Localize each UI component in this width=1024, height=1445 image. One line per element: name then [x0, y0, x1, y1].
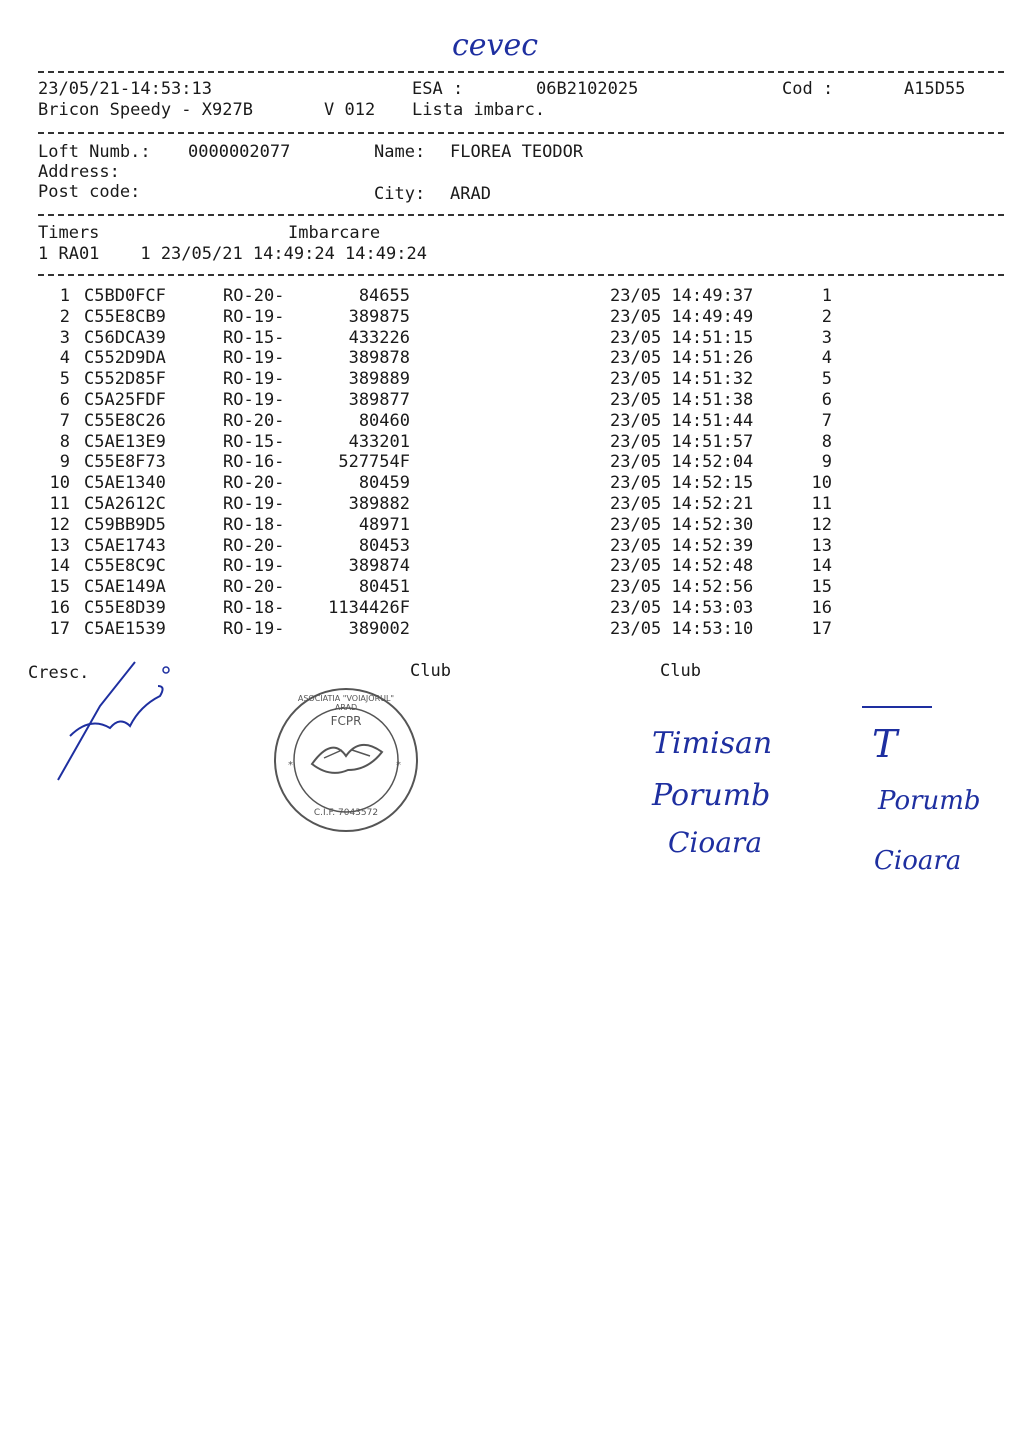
row-index: 13: [49, 535, 70, 556]
club-label-1: Club: [410, 661, 451, 681]
ring-prefix: RO-16-: [223, 452, 285, 473]
position: 1: [821, 286, 832, 306]
row-index: 17: [49, 618, 70, 639]
ring-prefix: RO-20-: [223, 286, 285, 306]
row-index: 14: [49, 556, 70, 577]
ring-prefix: RO-19-: [223, 556, 285, 577]
city-value: ARAD: [450, 184, 491, 204]
chip-code: C59BB9D5: [84, 514, 166, 535]
chip-code: C56DCA39: [84, 327, 166, 348]
ring-prefix: RO-19-: [223, 390, 285, 410]
table-row: [0, 515, 1024, 536]
ring-number: 48971: [358, 514, 410, 535]
position: 13: [811, 535, 832, 556]
ring-prefix: RO-20-: [223, 410, 285, 431]
handwritten-name-2: Porumb: [652, 778, 771, 813]
ring-prefix: RO-19-: [223, 369, 285, 390]
row-index: 7: [59, 410, 70, 431]
stamp-mid-text: FCPR: [330, 714, 362, 728]
city-label: City:: [374, 184, 426, 204]
position: 3: [821, 327, 832, 348]
chip-code: C55E8F73: [84, 452, 166, 473]
timers-line: 1 RA01 1 23/05/21 14:49:24 14:49:24: [38, 244, 427, 264]
position: 11: [811, 494, 832, 514]
arrival-datetime: 23/05 14:52:48: [610, 556, 754, 577]
chip-code: C5AE1340: [84, 473, 166, 494]
table-row: [0, 348, 1024, 369]
arrival-datetime: 23/05 14:52:04: [610, 452, 754, 473]
chip-code: C5A25FDF: [84, 390, 166, 410]
handwritten-name-1: Timisan: [652, 726, 773, 761]
arrival-datetime: 23/05 14:53:03: [610, 598, 754, 618]
position: 6: [821, 390, 832, 410]
name-value: FLOREA TEODOR: [450, 142, 584, 162]
row-index: 2: [59, 306, 70, 327]
table-row: [0, 411, 1024, 432]
ring-prefix: RO-18-: [223, 514, 285, 535]
chip-code: C5A2612C: [84, 494, 166, 514]
arrival-datetime: 23/05 14:52:56: [610, 577, 754, 598]
handwritten-short-2: Porumb: [878, 786, 981, 816]
divider: [38, 71, 1004, 73]
position: 17: [811, 618, 832, 639]
chip-code: C5AE13E9: [84, 431, 166, 452]
handwritten-short-3: Cioara: [874, 846, 962, 876]
chip-code: C5AE1743: [84, 535, 166, 556]
arrival-datetime: 23/05 14:52:39: [610, 535, 754, 556]
arrival-datetime: 23/05 14:51:38: [610, 390, 754, 410]
chip-code: C552D9DA: [84, 348, 166, 369]
pigeon-list: [0, 286, 1024, 646]
ring-prefix: RO-15-: [223, 431, 285, 452]
arrival-datetime: 23/05 14:51:44: [610, 410, 754, 431]
row-index: 3: [59, 327, 70, 348]
table-row: [0, 536, 1024, 557]
ring-prefix: RO-19-: [223, 348, 285, 369]
loft-value: 0000002077: [188, 142, 291, 162]
table-row: [0, 432, 1024, 453]
ring-number: 80460: [358, 410, 410, 431]
table-row: [0, 307, 1024, 328]
arrival-datetime: 23/05 14:49:49: [610, 306, 754, 327]
ring-number: 84655: [358, 286, 410, 306]
table-row: [0, 328, 1024, 349]
chip-code: C55E8C26: [84, 410, 166, 431]
position: 9: [821, 452, 832, 473]
ring-prefix: RO-19-: [223, 306, 285, 327]
row-index: 6: [59, 390, 70, 410]
club-stamp: [272, 686, 420, 834]
stamp-bottom-text: C.I.F. 7043572: [313, 808, 379, 818]
chip-code: C5AE149A: [84, 577, 166, 598]
position: 14: [811, 556, 832, 577]
ring-number: 389882: [348, 494, 410, 514]
ring-number: 389874: [348, 556, 410, 577]
position: 2: [821, 306, 832, 327]
divider: [38, 214, 1004, 216]
divider: [38, 274, 1004, 276]
divider: [38, 132, 1004, 134]
list-title: Lista imbarc.: [412, 100, 546, 120]
ring-prefix: RO-20-: [223, 535, 285, 556]
ring-number: 527754F: [338, 452, 410, 473]
handwritten-short-1: T: [872, 722, 898, 766]
position: 10: [811, 473, 832, 494]
device-name: Bricon Speedy - X927B: [38, 100, 253, 120]
position: 5: [821, 369, 832, 390]
signature: [40, 656, 190, 786]
position: 16: [811, 598, 832, 618]
name-label: Name:: [374, 142, 426, 162]
ring-number: 389875: [348, 306, 410, 327]
chip-code: C552D85F: [84, 369, 166, 390]
stamp-top-text: ASOCIATIA "VOIAJORUL" ARAD: [297, 694, 395, 712]
ring-prefix: RO-19-: [223, 494, 285, 514]
ring-prefix: RO-20-: [223, 577, 285, 598]
postcode-label: Post code:: [38, 182, 141, 202]
table-row: [0, 286, 1024, 307]
table-row: [0, 556, 1024, 577]
arrival-datetime: 23/05 14:53:10: [610, 618, 754, 639]
cod-value: A15D55: [904, 79, 966, 99]
handwritten-top-note: cevec: [452, 28, 539, 63]
table-row: [0, 473, 1024, 494]
ring-number: 389002: [348, 618, 410, 639]
version: V 012: [324, 100, 376, 120]
cresc-label: Cresc.: [28, 663, 90, 683]
table-row: [0, 494, 1024, 515]
position: 15: [811, 577, 832, 598]
position: 8: [821, 431, 832, 452]
table-row: [0, 619, 1024, 640]
table-row: [0, 452, 1024, 473]
ring-number: 389878: [348, 348, 410, 369]
chip-code: C55E8C9C: [84, 556, 166, 577]
position: 4: [821, 348, 832, 369]
arrival-datetime: 23/05 14:52:21: [610, 494, 754, 514]
svg-text:*: *: [288, 760, 293, 771]
table-row: [0, 369, 1024, 390]
row-index: 15: [49, 577, 70, 598]
address-label: Address:: [38, 162, 120, 182]
club-label-2: Club: [660, 661, 701, 681]
esa-value: 06B2102025: [536, 79, 639, 99]
arrival-datetime: 23/05 14:52:30: [610, 514, 754, 535]
svg-text:*: *: [396, 760, 401, 771]
row-index: 11: [49, 494, 70, 514]
chip-code: C55E8D39: [84, 598, 166, 618]
chip-code: C55E8CB9: [84, 306, 166, 327]
ring-number: 389889: [348, 369, 410, 390]
handwritten-name-3: Cioara: [668, 826, 763, 859]
row-index: 10: [49, 473, 70, 494]
arrival-datetime: 23/05 14:52:15: [610, 473, 754, 494]
cod-label: Cod :: [782, 79, 834, 99]
chip-code: C5BD0FCF: [84, 286, 166, 306]
imbarcare-label: Imbarcare: [288, 223, 381, 243]
signature-line: [862, 706, 932, 708]
arrival-datetime: 23/05 14:51:32: [610, 369, 754, 390]
ring-number: 80459: [358, 473, 410, 494]
arrival-datetime: 23/05 14:51:57: [610, 431, 754, 452]
table-row: [0, 577, 1024, 598]
table-row: [0, 390, 1024, 411]
position: 7: [821, 410, 832, 431]
ring-number: 433201: [348, 431, 410, 452]
ring-prefix: RO-15-: [223, 327, 285, 348]
ring-number: 1134426F: [328, 598, 410, 618]
ring-prefix: RO-20-: [223, 473, 285, 494]
row-index: 5: [59, 369, 70, 390]
row-index: 16: [49, 598, 70, 618]
ring-prefix: RO-19-: [223, 618, 285, 639]
row-index: 8: [59, 431, 70, 452]
row-index: 12: [49, 514, 70, 535]
position: 12: [811, 514, 832, 535]
row-index: 4: [59, 348, 70, 369]
ring-number: 80453: [358, 535, 410, 556]
header-datetime: 23/05/21-14:53:13: [38, 79, 212, 99]
chip-code: C5AE1539: [84, 618, 166, 639]
arrival-datetime: 23/05 14:49:37: [610, 286, 754, 306]
ring-prefix: RO-18-: [223, 598, 285, 618]
ring-number: 389877: [348, 390, 410, 410]
loft-label: Loft Numb.:: [38, 142, 151, 162]
row-index: 9: [59, 452, 70, 473]
arrival-datetime: 23/05 14:51:26: [610, 348, 754, 369]
arrival-datetime: 23/05 14:51:15: [610, 327, 754, 348]
table-row: [0, 598, 1024, 619]
ring-number: 80451: [358, 577, 410, 598]
timers-label: Timers: [38, 223, 100, 243]
row-index: 1: [59, 286, 70, 306]
esa-label: ESA :: [412, 79, 464, 99]
ring-number: 433226: [348, 327, 410, 348]
